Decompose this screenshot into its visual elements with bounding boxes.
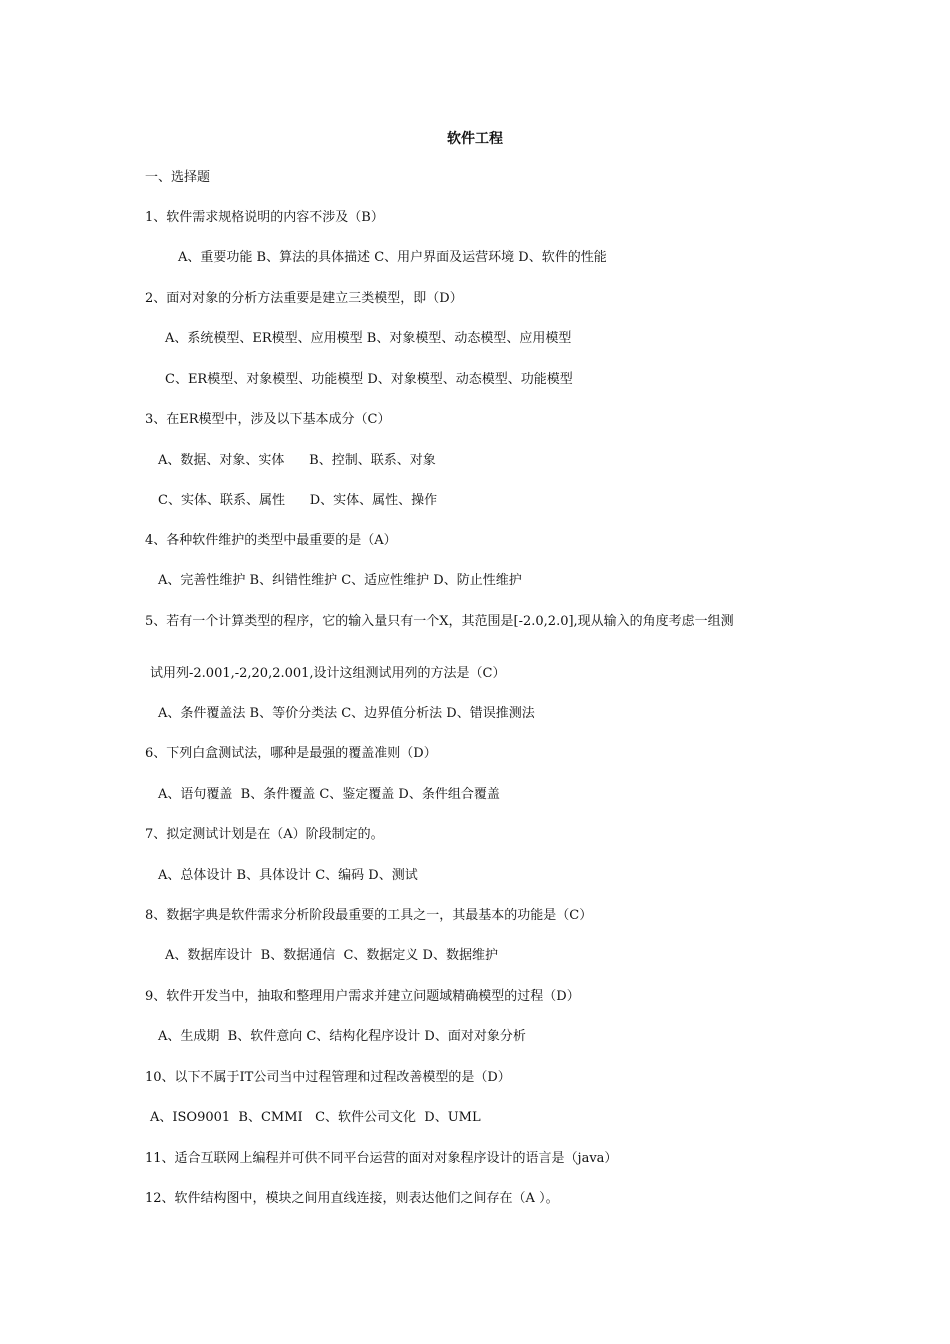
question-12: 12、软件结构图中，模块之间用直线连接，则表达他们之间存在（A ）。 — [145, 1191, 559, 1206]
question-2-options-ab: A、系统模型、ER模型、应用模型 B、对象模型、动态模型、应用模型 — [165, 331, 572, 346]
question-2-options-cd: C、ER模型、对象模型、功能模型 D、对象模型、动态模型、功能模型 — [165, 372, 573, 387]
question-1-options: A、重要功能 B、算法的具体描述 C、用户界面及运营环境 D、软件的性能 — [178, 250, 607, 265]
question-5-continued: 试用列-2.001,-2,20,2.001,设计这组测试用列的方法是（C） — [150, 666, 506, 681]
question-3-options-cd: C、实体、联系、属性 D、实体、属性、操作 — [158, 493, 438, 508]
question-9: 9、软件开发当中，抽取和整理用户需求并建立问题域精确模型的过程（D） — [145, 989, 580, 1004]
question-3-options-ab: A、数据、对象、实体 B、控制、联系、对象 — [158, 453, 436, 468]
question-7: 7、拟定测试计划是在（A）阶段制定的。 — [145, 827, 384, 842]
question-8: 8、数据字典是软件需求分析阶段最重要的工具之一，其最基本的功能是（C） — [145, 908, 593, 923]
section-heading: 一、选择题 — [145, 170, 211, 185]
question-11: 11、适合互联网上编程并可供不同平台运营的面对对象程序设计的语言是（java） — [145, 1151, 618, 1166]
question-3: 3、在ER模型中，涉及以下基本成分（C） — [145, 412, 391, 427]
question-10-options: A、ISO9001 B、CMMI C、软件公司文化 D、UML — [150, 1110, 481, 1125]
question-10: 10、以下不属于IT公司当中过程管理和过程改善模型的是（D） — [145, 1070, 511, 1085]
question-7-options: A、总体设计 B、具体设计 C、编码 D、测试 — [158, 868, 418, 883]
question-6-options: A、语句覆盖 B、条件覆盖 C、鉴定覆盖 D、条件组合覆盖 — [158, 787, 500, 802]
question-1: 1、软件需求规格说明的内容不涉及（B） — [145, 210, 384, 225]
question-4: 4、各种软件维护的类型中最重要的是（A） — [145, 533, 397, 548]
question-9-options: A、生成期 B、软件意向 C、结构化程序设计 D、面对对象分析 — [158, 1029, 526, 1044]
question-4-options: A、完善性维护 B、纠错性维护 C、适应性维护 D、防止性维护 — [158, 573, 522, 588]
question-5-options: A、条件覆盖法 B、等价分类法 C、边界值分析法 D、错误推测法 — [158, 706, 535, 721]
document-title: 软件工程 — [447, 131, 503, 147]
question-5: 5、若有一个计算类型的程序，它的输入量只有一个X，其范围是[-2.0,2.0],现从输入的角度考虑一组测 — [145, 614, 734, 629]
question-2: 2、面对对象的分析方法重要是建立三类模型，即（D） — [145, 291, 463, 306]
question-8-options: A、数据库设计 B、数据通信 C、数据定义 D、数据维护 — [165, 948, 498, 963]
question-6: 6、下列白盒测试法，哪种是最强的覆盖准则（D） — [145, 746, 437, 761]
